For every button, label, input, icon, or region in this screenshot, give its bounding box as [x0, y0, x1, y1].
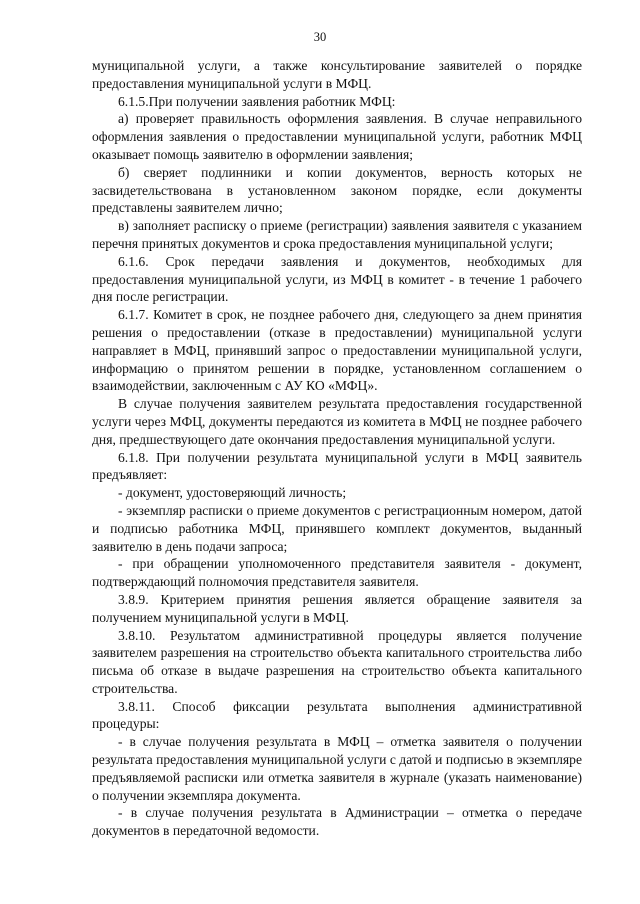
- page-number: 30: [313, 30, 327, 44]
- paragraph-6-1-6: 6.1.6. Срок передачи заявления и документов, необходимых для предоставления муниципальной услуги, из МФЦ в комитет - в течение 1 рабочего дня после регистрации.: [92, 253, 582, 305]
- document-body: [92, 57, 582, 840]
- paragraph-item-a: а) проверяет правильность оформления заявления. В случае неправильного оформления заявления о предоставлении муниципальной услуги, работник МФЦ оказывает помощь заявителю в оформлении заявления;: [92, 111, 582, 162]
- paragraph-3-8-10: 3.8.10. Результатом административной процедуры является получение заявителем разрешения на строительство объекта капитального строительства либо письма об отказе в выдаче разрешения на строительство объекта капитального строительства.: [92, 627, 582, 696]
- paragraph-6-1-7: 6.1.7. Комитет в срок, не позднее рабочего дня, следующего за днем принятия решения о предоставлении (отказе в предоставлении) муниципальной услуги направляет в МФЦ, принявший запрос о предоставлении муниципальной услуги, информацию о принятом решении в порядке, установленном соглашением о взаимодействии, заключенным с АУ КО «МФЦ».: [92, 307, 582, 394]
- paragraph-3-8-9: 3.8.9. Критерием принятия решения является обращение заявителя за получением муниципальной услуги в МФЦ.: [92, 591, 582, 625]
- paragraph-6-1-5: 6.1.5.При получении заявления работник МФЦ:: [118, 93, 396, 109]
- paragraph-6-1-8: 6.1.8. При получении результата муниципальной услуги в МФЦ заявитель предъявляет:: [92, 449, 582, 483]
- list-item-result-in-mfc: - в случае получения результата в МФЦ – отметка заявителя о получении результата предоставления муниципальной услуги с датой и подписью в экземпляре предъявляемой расписки или отметка заявителя в журнале (указать наименование) о получении экземпляра документа.: [92, 734, 582, 803]
- paragraph-3-8-11: 3.8.11. Способ фиксации результата выполнения административной процедуры:: [92, 698, 582, 732]
- paragraph-item-b: б) сверяет подлинники и копии документов, верность которых не засвидетельствована в установленном законом порядке, если документы представлены заявителем лично;: [92, 164, 582, 216]
- list-item-result-in-administration: - в случае получения результата в Администрации – отметка о передаче документов в передаточной ведомости.: [92, 805, 582, 839]
- list-item-representative-authority: - при обращении уполномоченного представителя заявителя - документ, подтверждающий полномочия представителя заявителя.: [92, 556, 582, 590]
- paragraph-continuation: муниципальной услуги, а также консультирование заявителей о порядке предоставления муниципальной услуги в МФЦ.: [92, 58, 582, 91]
- paragraph-result-via-mfc: В случае получения заявителем результата предоставления государственной услуги через МФЦ, документы передаются из комитета в МФЦ не позднее рабочего дня, предшествующего дате окончания предоставления муниципальной услуги.: [92, 396, 582, 447]
- list-item-identity-document: - документ, удостоверяющий личность;: [118, 485, 347, 501]
- paragraph-item-v: в) заполняет расписку о приеме (регистрации) заявления заявителя с указанием перечня принятых документов и срока предоставления муниципальной услуги;: [92, 218, 582, 251]
- list-item-receipt-copy: - экземпляр расписки о приеме документов с регистрационным номером, датой и подписью работника МФЦ, принявшего комплект документов, выданный заявителю в день подачи запроса;: [92, 502, 582, 554]
